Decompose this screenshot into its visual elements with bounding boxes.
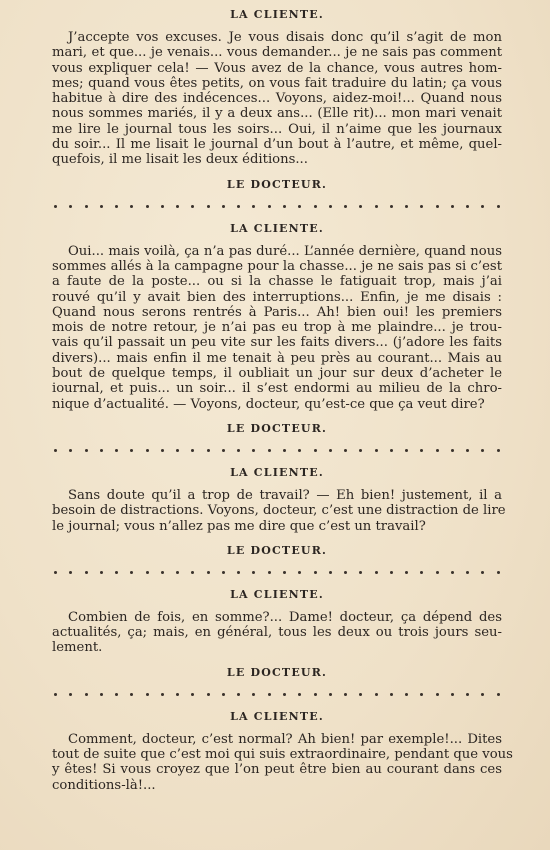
speaker-name: LA CLIENTE. xyxy=(230,587,324,601)
dot xyxy=(207,449,210,452)
dot xyxy=(161,571,164,574)
dot xyxy=(359,449,362,452)
dot xyxy=(222,693,225,696)
dot xyxy=(85,571,88,574)
text-line: a faute de la poste... ou si la chasse le fatiguait trop, mais j’ai xyxy=(52,274,502,290)
dot xyxy=(405,205,408,208)
dialogue-paragraph xyxy=(52,30,502,168)
dot xyxy=(466,693,469,696)
dot xyxy=(298,205,301,208)
dot xyxy=(314,693,317,696)
dot xyxy=(466,449,469,452)
dot xyxy=(54,449,57,452)
dot xyxy=(191,205,194,208)
dot xyxy=(344,205,347,208)
speaker-name: LA CLIENTE. xyxy=(230,465,324,479)
dot xyxy=(451,449,454,452)
dot xyxy=(130,449,133,452)
dot xyxy=(481,449,484,452)
text-line: iournal, et puis... un soir... il s’est endormi au milieu de la chro- xyxy=(52,381,502,397)
dot xyxy=(329,449,332,452)
text-line: vous expliquer cela! — Vous avez de la chance, vous autres hom- xyxy=(52,60,502,76)
dot xyxy=(252,571,255,574)
dot xyxy=(191,571,194,574)
dot xyxy=(436,571,439,574)
text-line: besoin de distractions. Voyons, docteur, c’est une distraction de lire xyxy=(52,503,506,519)
dot xyxy=(344,449,347,452)
dot xyxy=(176,693,179,696)
dot xyxy=(54,571,57,574)
dot xyxy=(100,571,103,574)
dot xyxy=(481,571,484,574)
dot xyxy=(176,571,179,574)
dot xyxy=(329,205,332,208)
dot xyxy=(161,449,164,452)
ellipsis-dot-row xyxy=(52,688,502,702)
dot xyxy=(314,571,317,574)
text-line: nous sommes mariés, il y a deux ans... (Elle rit)... mon mari venait xyxy=(52,106,502,122)
dot xyxy=(100,205,103,208)
dot xyxy=(375,693,378,696)
dot xyxy=(466,205,469,208)
dot xyxy=(481,693,484,696)
dot xyxy=(497,205,500,208)
dot xyxy=(237,571,240,574)
dot xyxy=(69,571,72,574)
dot xyxy=(466,571,469,574)
dot xyxy=(405,449,408,452)
text-line: rouvé qu’il y avait bien des interruptions... Enfin, je me disais : xyxy=(52,289,502,305)
speaker-name: LA CLIENTE. xyxy=(230,221,324,235)
dot xyxy=(420,571,423,574)
dot xyxy=(283,205,286,208)
dot xyxy=(481,205,484,208)
text-line: sommes allés à la campagne pour la chasse... je ne sais pas si c’est xyxy=(52,258,502,274)
dot xyxy=(252,693,255,696)
dot xyxy=(115,205,118,208)
text-line: actualités, ça; mais, en général, tous les deux ou trois jours seu- xyxy=(52,625,502,641)
ellipsis-dot-row xyxy=(52,566,502,580)
dot xyxy=(115,693,118,696)
text-line: le journal; vous n’allez pas me dire que c’est un travail? xyxy=(52,518,426,534)
text-line: divers)... mais enfin il me tenait à peu près au courant... Mais au xyxy=(52,350,502,366)
dot xyxy=(405,693,408,696)
text-line: conditions-là!... xyxy=(52,777,156,793)
dot xyxy=(222,449,225,452)
speaker-name: LA CLIENTE. xyxy=(230,8,324,21)
text-line: bout de quelque temps, il oubliait un jour sur deux d’acheter le xyxy=(52,366,502,382)
dot xyxy=(161,205,164,208)
dot xyxy=(359,571,362,574)
dot xyxy=(390,449,393,452)
dot xyxy=(69,693,72,696)
dot xyxy=(100,449,103,452)
text-line: tout de suite que c’est moi qui suis extraordinaire, pendant que vous xyxy=(52,747,513,763)
dot xyxy=(268,449,271,452)
dot xyxy=(451,693,454,696)
dot xyxy=(497,449,500,452)
dialogue-paragraph xyxy=(52,244,502,412)
dot xyxy=(390,205,393,208)
dot xyxy=(252,205,255,208)
dot xyxy=(329,571,332,574)
dot xyxy=(130,693,133,696)
dot xyxy=(54,693,57,696)
dot xyxy=(314,205,317,208)
dot xyxy=(237,205,240,208)
text-line: mes; quand vous êtes petits, on vous fait traduire du latin; ça vous xyxy=(52,75,502,91)
dot xyxy=(207,205,210,208)
dot xyxy=(191,693,194,696)
text-line: vais qu’il passait un peu vite sur les faits divers... (j’adore les faits xyxy=(52,335,502,351)
dot xyxy=(161,693,164,696)
dot xyxy=(268,205,271,208)
speaker-name: LA CLIENTE. xyxy=(230,709,324,723)
dot xyxy=(146,449,149,452)
dot xyxy=(420,449,423,452)
text-line: du soir... Il me lisait le journal d’un bout à l’autre, et même, quel- xyxy=(52,137,502,153)
dot xyxy=(222,205,225,208)
dialogue-paragraph xyxy=(52,487,506,534)
text-line: Oui... mais voilà, ça n’a pas duré... L’année dernière, quand nous xyxy=(68,243,502,259)
dot xyxy=(298,449,301,452)
dot xyxy=(69,205,72,208)
speaker-name: LE DOCTEUR. xyxy=(226,177,328,191)
text-line: Sans doute qu’il a trop de travail? — Eh bien! justement, il a xyxy=(68,487,502,503)
dot xyxy=(222,571,225,574)
dot xyxy=(283,693,286,696)
text-line: Combien de fois, en somme?... Dame! docteur, ça dépend des xyxy=(68,609,502,625)
dot xyxy=(451,205,454,208)
text-line: y êtes! Si vous croyez que l’on peut être bien au courant dans ces xyxy=(52,762,502,778)
dot xyxy=(100,693,103,696)
dot xyxy=(451,571,454,574)
text-line: Comment, docteur, c’est normal? Ah bien! par exemple!... Dites xyxy=(68,731,502,747)
dot xyxy=(344,693,347,696)
dot xyxy=(130,205,133,208)
text-line: habitue à dire des indécences... Voyons, aidez-moi!... Quand nous xyxy=(52,91,502,107)
dot xyxy=(314,449,317,452)
dot xyxy=(405,571,408,574)
dot xyxy=(237,449,240,452)
dot xyxy=(146,571,149,574)
text-line: quefois, il me lisait les deux éditions... xyxy=(52,152,308,168)
dialogue-paragraph xyxy=(52,610,502,656)
speaker-name: LE DOCTEUR. xyxy=(226,421,328,435)
dot xyxy=(375,205,378,208)
dot xyxy=(115,571,118,574)
dot xyxy=(375,449,378,452)
dot xyxy=(85,449,88,452)
speaker-name: LE DOCTEUR. xyxy=(226,665,328,679)
dot xyxy=(237,693,240,696)
dot xyxy=(130,571,133,574)
text-line: lement. xyxy=(52,640,103,656)
dot xyxy=(436,693,439,696)
dot xyxy=(497,571,500,574)
dot xyxy=(283,571,286,574)
dot xyxy=(115,449,118,452)
dot xyxy=(283,449,286,452)
dot xyxy=(375,571,378,574)
dot xyxy=(252,449,255,452)
dot xyxy=(420,205,423,208)
text-line: nique d’actualité. — Voyons, docteur, qu’est-ce que ça veut dire? xyxy=(52,396,485,412)
dot xyxy=(191,449,194,452)
ellipsis-dot-row xyxy=(52,444,502,458)
dot xyxy=(268,693,271,696)
dot xyxy=(146,693,149,696)
ellipsis-dot-row xyxy=(52,200,502,214)
dot xyxy=(436,449,439,452)
dialogue-paragraph xyxy=(52,731,513,793)
dot xyxy=(176,205,179,208)
dot xyxy=(268,571,271,574)
dot xyxy=(85,205,88,208)
dot xyxy=(344,571,347,574)
dot xyxy=(390,693,393,696)
dot xyxy=(298,571,301,574)
dot xyxy=(298,693,301,696)
dot xyxy=(359,205,362,208)
dot xyxy=(207,693,210,696)
text-line: J’accepte vos excuses. Je vous disais donc qu’il s’agit de mon xyxy=(68,30,502,45)
dot xyxy=(69,449,72,452)
dot xyxy=(420,693,423,696)
text-line: Quand nous serons rentrés à Paris... Ah! bien oui! les premiers xyxy=(52,304,502,320)
dot xyxy=(329,693,332,696)
dot xyxy=(497,693,500,696)
text-line: mari, et que... je venais... vous demander... je ne sais pas comment xyxy=(52,45,502,61)
dot xyxy=(54,205,57,208)
dot xyxy=(359,693,362,696)
text-line: me lire le journal tous les soirs... Oui, il n’aime que les journaux xyxy=(52,121,502,137)
dot xyxy=(390,571,393,574)
dot xyxy=(207,571,210,574)
text-line: mois de notre retour, je n’ai pas eu trop à me plaindre... je trou- xyxy=(52,320,502,336)
dot xyxy=(85,693,88,696)
dot xyxy=(146,205,149,208)
dot xyxy=(436,205,439,208)
speaker-name: LE DOCTEUR. xyxy=(226,543,328,557)
dot xyxy=(176,449,179,452)
